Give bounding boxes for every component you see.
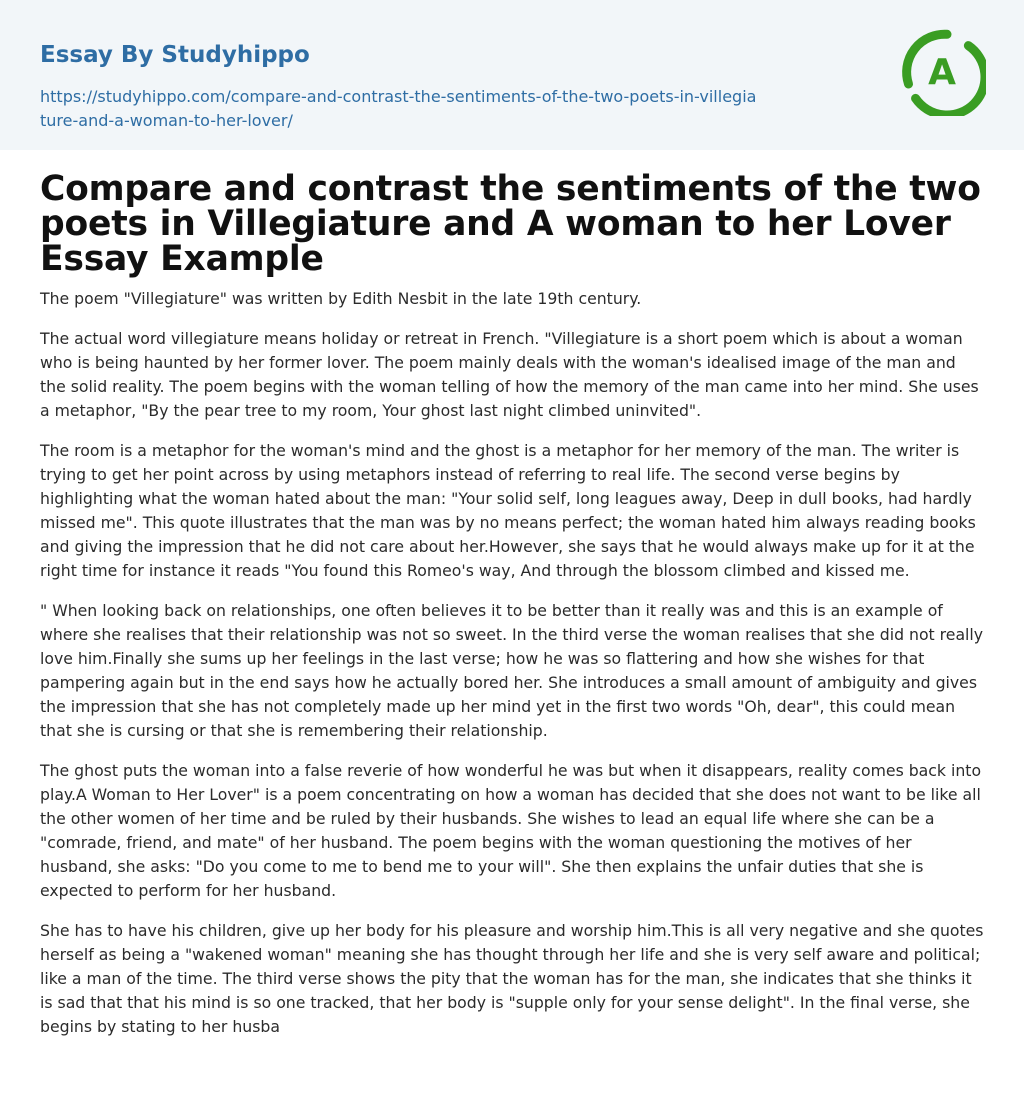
article-title: Compare and contrast the sentiments of the two poets in Villegiature and A woman to her Lover Essay Example [40,169,981,279]
source-url-link[interactable]: https://studyhippo.com/compare-and-contrast-the-sentiments-of-the-two-poets-in-villegiature-and-a-woman-to-her-lover/ [40,87,757,130]
paragraph-6: She has to have his children, give up her body for his pleasure and worship him.This is all very negative and she quotes herself as being a "wakened woman" meaning she has thought through her life and she is very self aware and political; like a man of the time. The third verse shows the pity that the woman has for the man, she indicates that she thinks it is sad that that his mind is so one tracked, that her body is "supple only for your sense delight". In the final verse, she begins by stating to her husba [40,921,984,1036]
paragraph-1: The poem "Villegiature" was written by Edith Nesbit in the late 19th century. [40,289,642,308]
studyhippo-logo-icon[interactable] [898,28,986,116]
site-brand[interactable]: Essay By Studyhippo [40,42,310,68]
paragraph-3: The room is a metaphor for the woman's mind and the ghost is a metaphor for her memory of the man. The writer is trying to get her point across by using metaphors instead of referring to real life. The second verse begins by highlighting what the woman hated about the man: "Your solid self, long leagues away, Deep in dull books, had hardly missed me". This quote illustrates that the man was by no means perfect; the woman hated him always reading books and giving the impression that he did not care about her.However, she says that he would always make up for it at the right time for instance it reads "You found this Romeo's way, And through the blossom climbed and kissed me. [40,441,976,580]
paragraph-5: The ghost puts the woman into a false reverie of how wonderful he was but when it disappears, reality comes back into play.A Woman to Her Lover" is a poem concentrating on how a woman has decided that she does not want to be like all the other women of her time and be ruled by their husbands. She wishes to lead an equal life where she can be a "comrade, friend, and mate" of her husband. The poem begins with the woman questioning the motives of her husband, she asks: "Do you come to me to bend me to your will". She then explains the unfair duties that she is expected to perform for her husband. [40,761,982,900]
logo-letter: A [928,52,956,93]
site-header [0,0,1024,150]
article-body [0,150,1024,1039]
paragraph-4: " When looking back on relationships, one often believes it to be better than it really was and this is an example of where she realises that their relationship was not so sweet. In the third verse the woman realises that she did not really love him.Finally she sums up her feelings in the last verse; how he was so flattering and how she wishes for that pampering again but in the end says how he actually bored her. She introduces a small amount of ambiguity and gives the impression that she has not completely made up her mind yet in the first two words "Oh, dear", this could mean that she is cursing or that she is remembering their relationship. [40,601,984,740]
paragraph-2: The actual word villegiature means holiday or retreat in French. "Villegiature is a short poem which is about a woman who is being haunted by her former lover. The poem mainly deals with the woman's idealised image of the man and the solid reality. The poem begins with the woman telling of how the memory of the man came into her mind. She uses a metaphor, "By the pear tree to my room, Your ghost last night climbed uninvited". [40,329,979,420]
